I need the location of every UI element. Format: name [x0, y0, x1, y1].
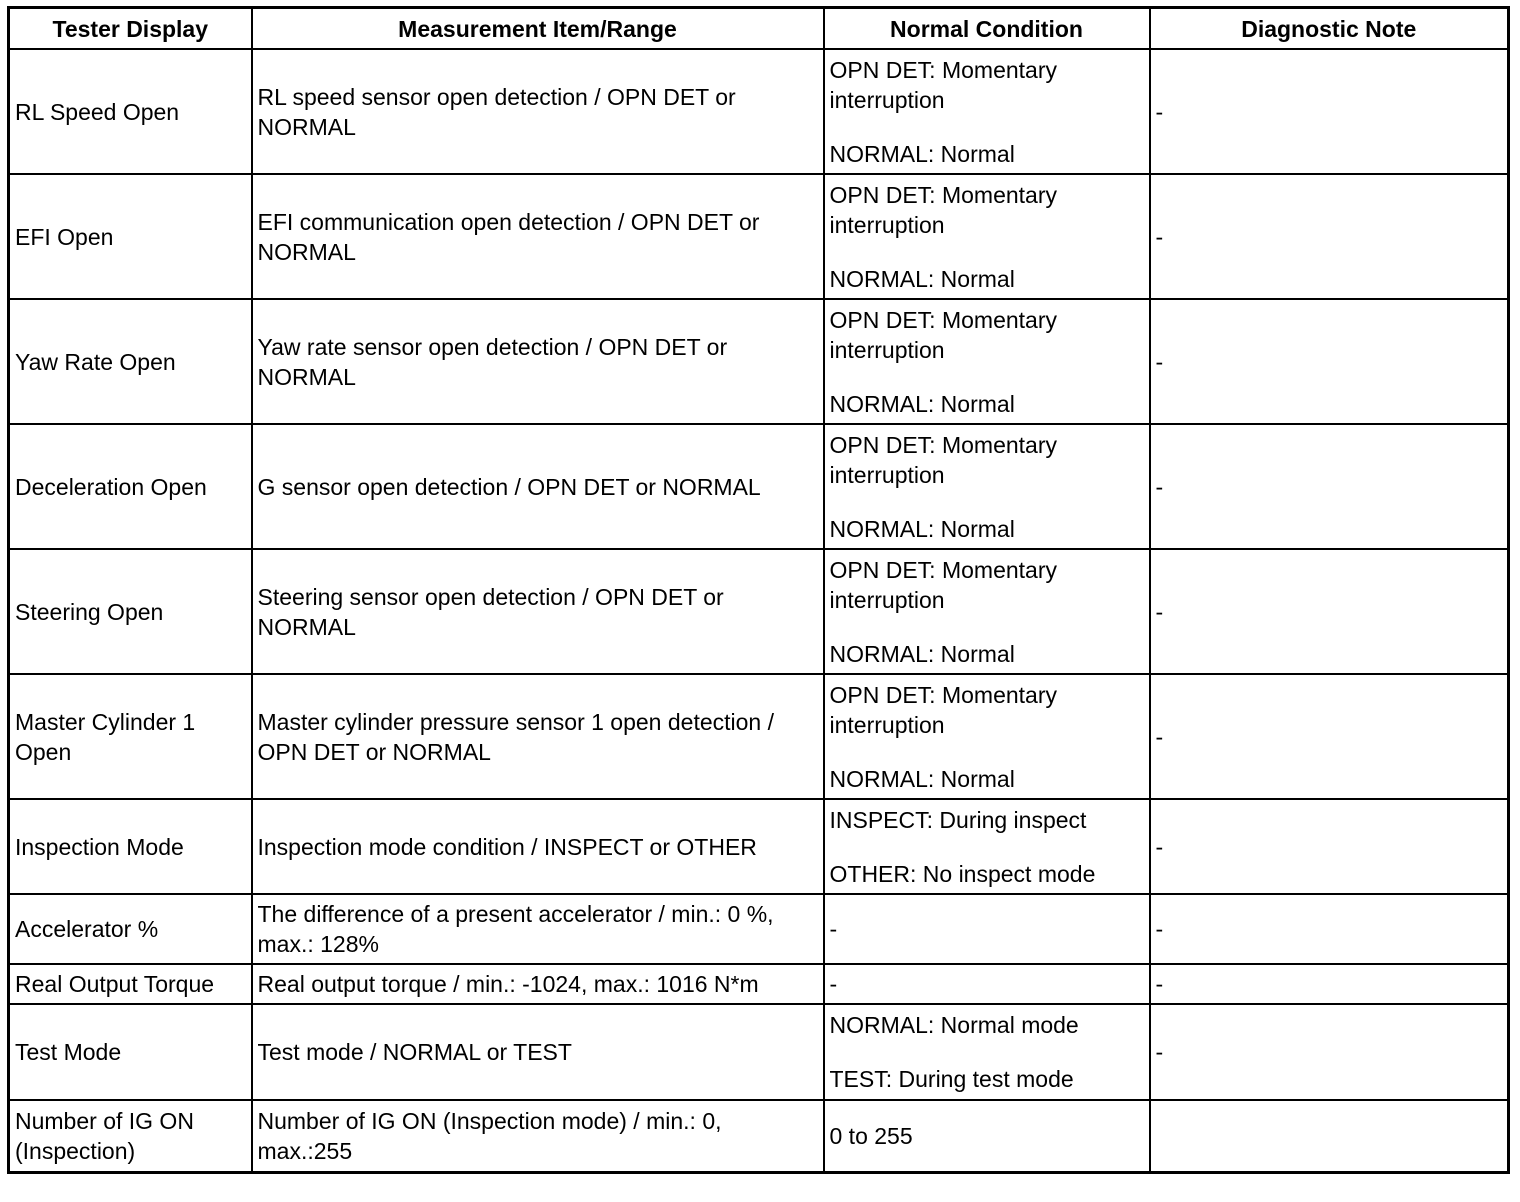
table-row [9, 549, 1509, 674]
condition-line: OPN DET: Momentary interruption [829, 56, 1057, 113]
table-row [9, 299, 1509, 424]
diagnostic-note-cell: - [1150, 49, 1509, 174]
table-row [9, 174, 1509, 299]
condition-cell [824, 799, 1150, 894]
tester-display-cell: Test Mode [9, 1004, 252, 1100]
condition-line: TEST: During test mode [829, 1066, 1074, 1092]
measurement-cell: EFI communication open detection / OPN DET or NORMAL [252, 174, 824, 299]
condition-cell [824, 424, 1150, 549]
condition-cell: 0 to 255 [824, 1100, 1150, 1173]
tester-display-cell: Deceleration Open [9, 424, 252, 549]
condition-cell [824, 299, 1150, 424]
condition-cell [824, 1004, 1150, 1100]
condition-cell: - [824, 894, 1150, 964]
header-measurement-item: Measurement Item/Range [252, 8, 824, 50]
tester-display-cell: Number of IG ON (Inspection) [9, 1100, 252, 1173]
header-tester-display: Tester Display [9, 8, 252, 50]
condition-line: NORMAL: Normal [829, 140, 1015, 167]
measurement-cell: The difference of a present accelerator / min.: 0 %, max.: 128% [252, 894, 824, 964]
condition-line: OPN DET: Momentary interruption [829, 181, 1057, 238]
tester-display-cell: Yaw Rate Open [9, 299, 252, 424]
tester-display-cell: Real Output Torque [9, 964, 252, 1004]
condition-line: NORMAL: Normal [829, 515, 1015, 542]
table-row [9, 49, 1509, 174]
tester-display-cell: RL Speed Open [9, 49, 252, 174]
diagnostic-note-cell: - [1150, 799, 1509, 894]
header-row [9, 8, 1509, 50]
table-row [9, 894, 1509, 964]
condition-line: NORMAL: Normal mode [829, 1012, 1079, 1038]
condition-cell [824, 49, 1150, 174]
measurement-cell: Master cylinder pressure sensor 1 open detection / OPN DET or NORMAL [252, 674, 824, 799]
tester-display-cell: Accelerator % [9, 894, 252, 964]
condition-line: OPN DET: Momentary interruption [829, 431, 1057, 488]
condition-cell [824, 674, 1150, 799]
table-row [9, 964, 1509, 1004]
diagnostic-note-cell: - [1150, 1004, 1509, 1100]
tester-display-cell: Inspection Mode [9, 799, 252, 894]
table-row [9, 799, 1509, 894]
condition-cell [824, 549, 1150, 674]
measurement-cell: Real output torque / min.: -1024, max.: 1016 N*m [252, 964, 824, 1004]
tester-display-cell: Steering Open [9, 549, 252, 674]
condition-line: NORMAL: Normal [829, 640, 1015, 667]
diagnostic-note-cell: - [1150, 299, 1509, 424]
condition-line: OPN DET: Momentary interruption [829, 306, 1057, 363]
condition-line: NORMAL: Normal [829, 390, 1015, 417]
measurement-cell: RL speed sensor open detection / OPN DET or NORMAL [252, 49, 824, 174]
condition-line: OTHER: No inspect mode [829, 860, 1096, 887]
diagnostic-note-cell: - [1150, 964, 1509, 1004]
measurement-cell: G sensor open detection / OPN DET or NORMAL [252, 424, 824, 549]
tester-display-cell: EFI Open [9, 174, 252, 299]
measurement-cell: Steering sensor open detection / OPN DET or NORMAL [252, 549, 824, 674]
header-normal-condition: Normal Condition [824, 8, 1150, 50]
condition-line: OPN DET: Momentary interruption [829, 556, 1057, 613]
table-row [9, 1100, 1509, 1173]
diagnostic-note-cell: - [1150, 894, 1509, 964]
condition-line: NORMAL: Normal [829, 265, 1015, 292]
condition-cell [824, 174, 1150, 299]
table-row [9, 424, 1509, 549]
table-row [9, 674, 1509, 799]
diagnostic-note-cell: - [1150, 549, 1509, 674]
table-row [9, 1004, 1509, 1100]
measurement-cell: Inspection mode condition / INSPECT or OTHER [252, 799, 824, 894]
diagnostic-note-cell: - [1150, 424, 1509, 549]
condition-line: OPN DET: Momentary interruption [829, 681, 1057, 738]
diagnostic-note-cell: - [1150, 174, 1509, 299]
data-list-table [7, 6, 1510, 1174]
condition-cell: - [824, 964, 1150, 1004]
tester-display-cell: Master Cylinder 1 Open [9, 674, 252, 799]
diagnostic-note-cell: - [1150, 674, 1509, 799]
condition-line: NORMAL: Normal [829, 765, 1015, 792]
measurement-cell: Test mode / NORMAL or TEST [252, 1004, 824, 1100]
header-diagnostic-note: Diagnostic Note [1150, 8, 1509, 50]
diagnostic-note-cell [1150, 1100, 1509, 1173]
measurement-cell: Yaw rate sensor open detection / OPN DET or NORMAL [252, 299, 824, 424]
condition-line: INSPECT: During inspect [829, 806, 1087, 833]
measurement-cell: Number of IG ON (Inspection mode) / min.: 0, max.:255 [252, 1100, 824, 1173]
